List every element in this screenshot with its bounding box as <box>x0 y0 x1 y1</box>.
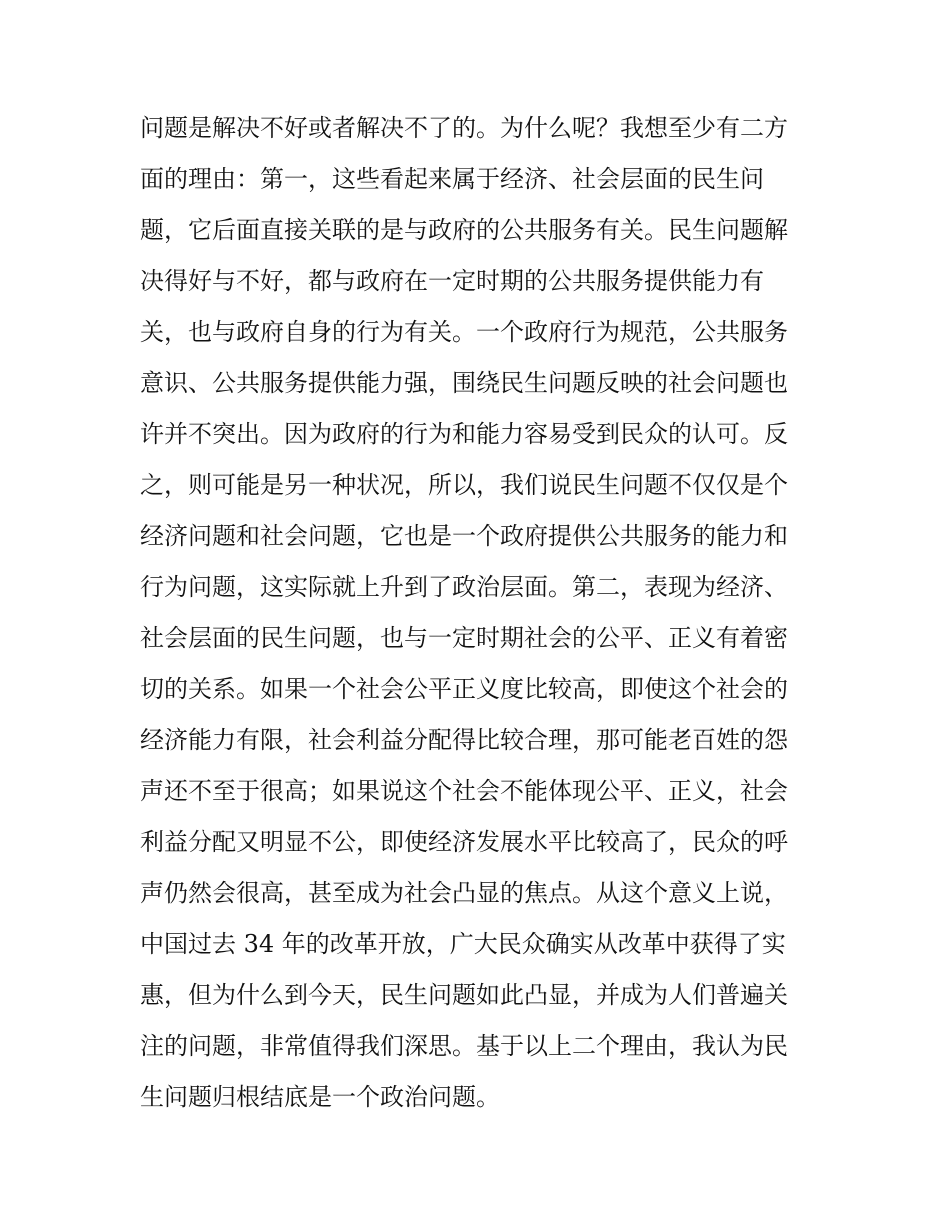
text-line-2: 面的理由：第一，这些看起来属于经济、社会层面的民生问 <box>140 165 764 193</box>
text-line-11: 社会层面的民生问题，也与一定时期社会的公平、正义有着密 <box>140 624 788 652</box>
text-line-12: 切的关系。如果一个社会公平正义度比较高，即使这个社会的 <box>140 675 788 703</box>
text-line-13: 经济能力有限，社会利益分配得比较合理，那可能老百姓的怨 <box>140 726 788 754</box>
text-line-19: 注的问题，非常值得我们深思。基于以上二个理由，我认为民 <box>140 1032 788 1060</box>
text-line-8: 之，则可能是另一种状况，所以，我们说民生问题不仅仅是个 <box>140 471 788 499</box>
text-line-10: 行为问题，这实际就上升到了政治层面。第二，表现为经济、 <box>140 573 788 601</box>
text-line-17: 中国过去 34 年的改革开放，广大民众确实从改革中获得了实 <box>140 930 786 958</box>
text-line-4: 决得好与不好，都与政府在一定时期的公共服务提供能力有 <box>140 267 764 295</box>
text-line-15: 利益分配又明显不公，即使经济发展水平比较高了，民众的呼 <box>140 828 788 856</box>
text-line-1: 问题是解决不好或者解决不了的。为什么呢？我想至少有二方 <box>140 114 788 142</box>
text-line-16: 声仍然会很高，甚至成为社会凸显的焦点。从这个意义上说， <box>140 879 788 907</box>
text-line-5: 关，也与政府自身的行为有关。一个政府行为规范，公共服务 <box>140 318 788 346</box>
text-line-9: 经济问题和社会问题，它也是一个政府提供公共服务的能力和 <box>140 522 788 550</box>
text-line-14: 声还不至于很高；如果说这个社会不能体现公平、正义，社会 <box>140 777 788 805</box>
text-line-20: 生问题归根结底是一个政治问题。 <box>140 1083 500 1111</box>
text-line-7: 许并不突出。因为政府的行为和能力容易受到民众的认可。反 <box>140 420 788 448</box>
text-line-6: 意识、公共服务提供能力强，围绕民生问题反映的社会问题也 <box>140 369 788 397</box>
body-text <box>140 103 820 1123</box>
text-line-3: 题，它后面直接关联的是与政府的公共服务有关。民生问题解 <box>140 216 788 244</box>
text-line-18: 惠，但为什么到今天，民生问题如此凸显，并成为人们普遍关 <box>140 981 788 1009</box>
